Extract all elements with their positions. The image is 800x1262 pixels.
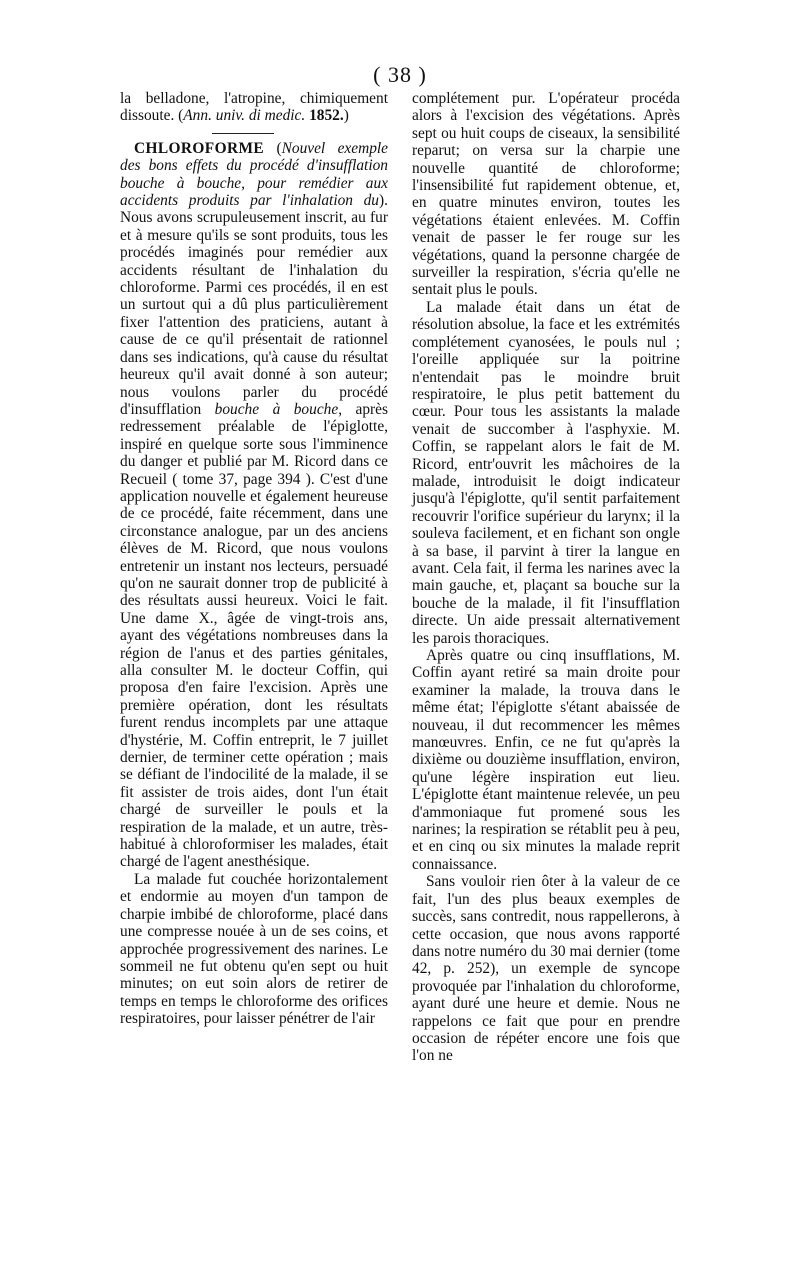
- left-column: [120, 90, 388, 1028]
- page-number: ( 38 ): [373, 62, 427, 87]
- right-column: [412, 90, 680, 1065]
- paragraph-text-a: ). Nous avons scrupuleusement inscrit, au fur et à mesure qu'ils se sont produits, tous les procédés imaginés pour remédier aux accidents résultant de l'inhalation du chloroforme. Parmi ces procédés, il en est un surtout qui a dû plus particulièrement fixer l'attention des praticiens, autant à cause de ce qu'il présentait de rationnel dans ses indications, qu'à cause du résultat heureux qu'il avait donné à son auteur; nous voulons parler du procédé d'insufflation: [120, 192, 388, 418]
- citation-text: la belladone, l'atropine, chimiquement dissoute. (: [120, 90, 388, 125]
- paragraph-italic-term: bouche à bouche: [214, 400, 339, 418]
- section-separator: [212, 133, 274, 134]
- citation-close: ): [343, 107, 349, 125]
- article-heading: CHLOROFORME: [134, 139, 265, 157]
- paragraph-citation-end: [120, 90, 388, 125]
- paragraph-excision: complétement pur. L'opérateur procéda alors à l'excision des végétations. Après sept ou huit coups de ciseaux, la sensibilité reparut; on versa sur la charpie une nouvelle quantité de chloroforme; l'insensibilité fut rapidement obtenue, et, en quatre minutes environ, toutes les végétations étaient enlevées. M. Coffin venait de passer le fer rouge sur les végétations, quand la personne chargée de surveiller la respiration, s'écria qu'elle ne sentait plus le pouls.: [412, 90, 680, 299]
- paragraph-insufflations: Après quatre ou cinq insufflations, M. Coffin ayant retiré sa main droite pour examiner la malade, la trouva dans le même état; l'épiglotte s'étant abaissée de nouveau, il dut recommencer les mêmes manœuvres. Enfin, ce ne fut qu'après la dixième ou douzième insufflation, environ, qu'une légère inspiration eut lieu. L'épiglotte étant maintenue relevée, un peu d'ammoniaque fut promené sous les narines; la respiration se rétablit peu à peu, et en cinq ou six minutes la malade reprit connaissance.: [412, 647, 680, 873]
- paragraph-chloroforme: [120, 140, 388, 871]
- paragraph-conclusion: Sans vouloir rien ôter à la valeur de ce fait, l'un des plus beaux exemples de succès, sans contredit, nous rappellerons, à cette occasion, que nous avons rapporté dans notre numéro du 30 mai dernier (tome 42, p. 252), un exemple de syncope provoquée par l'inhalation du chloroforme, ayant duré une heure et demie. Nous ne rappelons ce fait que pour en prendre occasion de répéter encore une fois que l'on ne: [412, 873, 680, 1065]
- article-open-paren: (: [264, 139, 282, 157]
- article-subtitle: Nouvel exemple des bons effets du procédé d'insufflation bouche à bouche, pour remédier aux accidents produits par l'inhalation du: [120, 139, 388, 210]
- paragraph-procedure: La malade fut couchée horizontalement et endormie au moyen d'un tampon de charpie imbibé de chloroforme, placé dans une compresse nouée à un de ses coins, et approchée progressivement des narines. Le sommeil ne fut obtenu qu'en sept ou huit minutes; on eut soin alors de retirer de temps en temps le chloroforme des orifices respiratoires, pour laisser pénétrer de l'air: [120, 870, 388, 1028]
- citation-year: 1852.: [309, 107, 344, 125]
- citation-journal: Ann. univ. di medic.: [183, 107, 306, 125]
- paragraph-text-b: , après redressement préalable de l'épiglotte, inspiré en quelque sorte sous l'imminence du danger et publié par M. Ricord dans ce Recueil ( tome 37, page 394 ). C'est d'une application nouvelle et également heureuse de ce procédé, faite récemment, dans une circonstance analogue, par un des anciens élèves de M. Ricord, que nous voulons entretenir un instant nos lecteurs, persuadé qu'on ne saurait donner trop de publicité à des résultats aussi heureux. Voici le fait. Une dame X., âgée de vingt-trois ans, ayant des végétations nombreuses dans la région de l'anus et des parties génitales, alla consulter M. le docteur Coffin, qui proposa d'en faire l'excision. Après une première opération, dont les résultats furent rendus incomplets par une attaque d'hystérie, M. Coffin entreprit, le 7 juillet dernier, de terminer cette opération ; mais se défiant de l'indocilité de la malade, il se fit assister de trois aides, dont l'un était chargé de surveiller le pouls et la respiration de la malade, et un autre, très-habitué à chloroformiser les malades, était chargé de l'agent anesthésique.: [120, 400, 388, 871]
- paragraph-asphyxia: La malade était dans un état de résolution absolue, la face et les extrémités complétement cyanosées, le pouls nul ; l'oreille appliquée sur la poitrine n'entendait pas le moindre bruit respiratoire, le plus petit battement du cœur. Pour tous les assistants la malade venait de succomber à l'asphyxie. M. Coffin, se rappelant alors le fait de M. Ricord, entr'ouvrit les mâchoires de la malade, introduisit le doigt indicateur jusqu'à l'épiglotte, qu'il sentit parfaitement recouvrir l'orifice supérieur du larynx; il la souleva facilement, et en fichant son ongle à sa base, il parvint à tirer la langue en avant. Cela fait, il ferma les narines avec la main gauche, et, plaçant sa bouche sur la bouche de la malade, il fit l'insufflation directe. Un aide pressait alternativement les parois thoraciques.: [412, 298, 680, 647]
